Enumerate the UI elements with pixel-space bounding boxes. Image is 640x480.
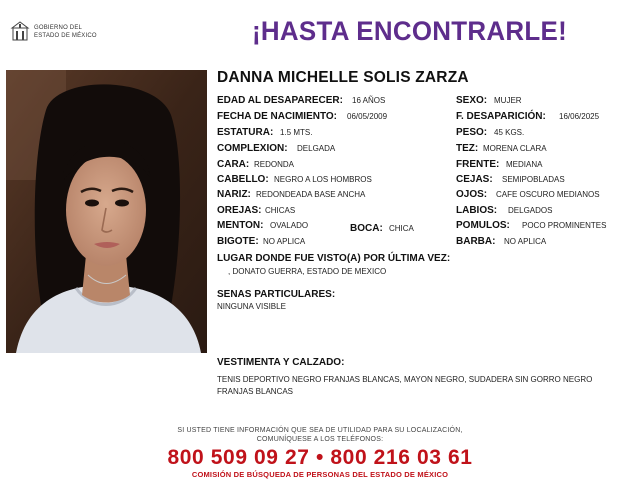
vestimenta-label: VESTIMENTA Y CALZADO: — [217, 357, 345, 368]
contact-line-1: SI USTED TIENE INFORMACIÓN QUE SEA DE UTILIDAD PARA SU LOCALIZACIÓN, — [177, 427, 463, 434]
senas-value: NINGUNA VISIBLE — [217, 302, 286, 311]
vestimenta-value: TENIS DEPORTIVO NEGRO FRANJAS BLANCAS, MAYON NEGRO, SUDADERA SIN GORRO NEGRO FRANJAS BLANCAS — [217, 375, 593, 396]
labios-label: LABIOS: — [456, 205, 498, 216]
cejas-label: CEJAS: — [456, 174, 493, 185]
bigote-value: NO APLICA — [263, 237, 306, 246]
portrait-illustration — [6, 70, 207, 353]
person-photo — [6, 70, 207, 353]
orejas-value: CHICAS — [265, 206, 296, 215]
cara-label: CARA: — [217, 159, 250, 170]
gov-line-1: GOBIERNO DEL — [34, 25, 83, 31]
orejas-label: OREJAS: — [217, 205, 262, 216]
phone-numbers: 800 509 09 27 • 800 216 03 61 — [167, 446, 473, 469]
cara-value: REDONDA — [254, 160, 295, 169]
f-desaparicion-label: F. DESAPARICIÓN: — [456, 111, 546, 122]
menton-label: MENTON: — [217, 220, 264, 231]
contact-line-2: COMUNÍQUESE A LOS TELÉFONOS: — [256, 436, 384, 443]
complexion-label: COMPLEXION: — [217, 143, 288, 154]
peso-value: 45 KGS. — [494, 128, 525, 137]
barba-label: BARBA: — [456, 236, 496, 247]
complexion-value: DELGADA — [297, 144, 336, 153]
cejas-value: SEMIPOBLADAS — [502, 175, 565, 184]
fecha-nacimiento-label: FECHA DE NACIMIENTO: — [217, 111, 337, 122]
edad-label: EDAD AL DESAPARECER: — [217, 95, 343, 106]
peso-label: PESO: — [456, 127, 488, 138]
estatura-value: 1.5 MTS. — [280, 128, 313, 137]
tez-label: TEZ: — [456, 143, 479, 154]
labios-value: DELGADOS — [508, 206, 553, 215]
edad-value: 16 AÑOS — [352, 96, 386, 105]
cabello-label: CABELLO: — [217, 174, 269, 185]
headline: ¡HASTA ENCONTRARLE! — [252, 16, 568, 46]
nariz-value: REDONDEADA BASE ANCHA — [256, 190, 366, 199]
ojos-value: CAFE OSCURO MEDIANOS — [496, 190, 600, 199]
fecha-nacimiento-value: 06/05/2009 — [347, 112, 388, 121]
sexo-value: MUJER — [494, 96, 522, 105]
pomulos-value: POCO PROMINENTES — [522, 221, 607, 230]
estatura-label: ESTATURA: — [217, 127, 274, 138]
person-name: DANNA MICHELLE SOLIS ZARZA — [217, 69, 469, 86]
frente-value: MEDIANA — [506, 160, 543, 169]
government-logo — [10, 18, 120, 48]
f-desaparicion-value: 16/06/2025 — [559, 112, 600, 121]
cabello-value: NEGRO A LOS HOMBROS — [274, 175, 372, 184]
bigote-label: BIGOTE: — [217, 236, 259, 247]
nariz-label: NARIZ: — [217, 189, 251, 200]
frente-label: FRENTE: — [456, 159, 500, 170]
state-seal-icon — [10, 20, 30, 42]
senas-label: SENAS PARTICULARES: — [217, 289, 336, 300]
sexo-label: SEXO: — [456, 95, 488, 106]
gov-line-2: ESTADO DE MÉXICO — [34, 33, 97, 39]
menton-value: OVALADO — [270, 221, 309, 230]
barba-value: NO APLICA — [504, 237, 547, 246]
tez-value: MORENA CLARA — [483, 144, 547, 153]
boca-value: CHICA — [389, 224, 414, 233]
boca-label: BOCA: — [350, 223, 383, 234]
pomulos-label: POMULOS: — [456, 220, 510, 231]
lugar-label: LUGAR DONDE FUE VISTO(A) POR ÚLTIMA VEZ: — [217, 253, 451, 264]
commission-name: COMISIÓN DE BÚSQUEDA DE PERSONAS DEL ESTADO DE MÉXICO — [191, 470, 449, 479]
lugar-value: , DONATO GUERRA, ESTADO DE MEXICO — [228, 267, 387, 276]
ojos-label: OJOS: — [456, 189, 488, 200]
